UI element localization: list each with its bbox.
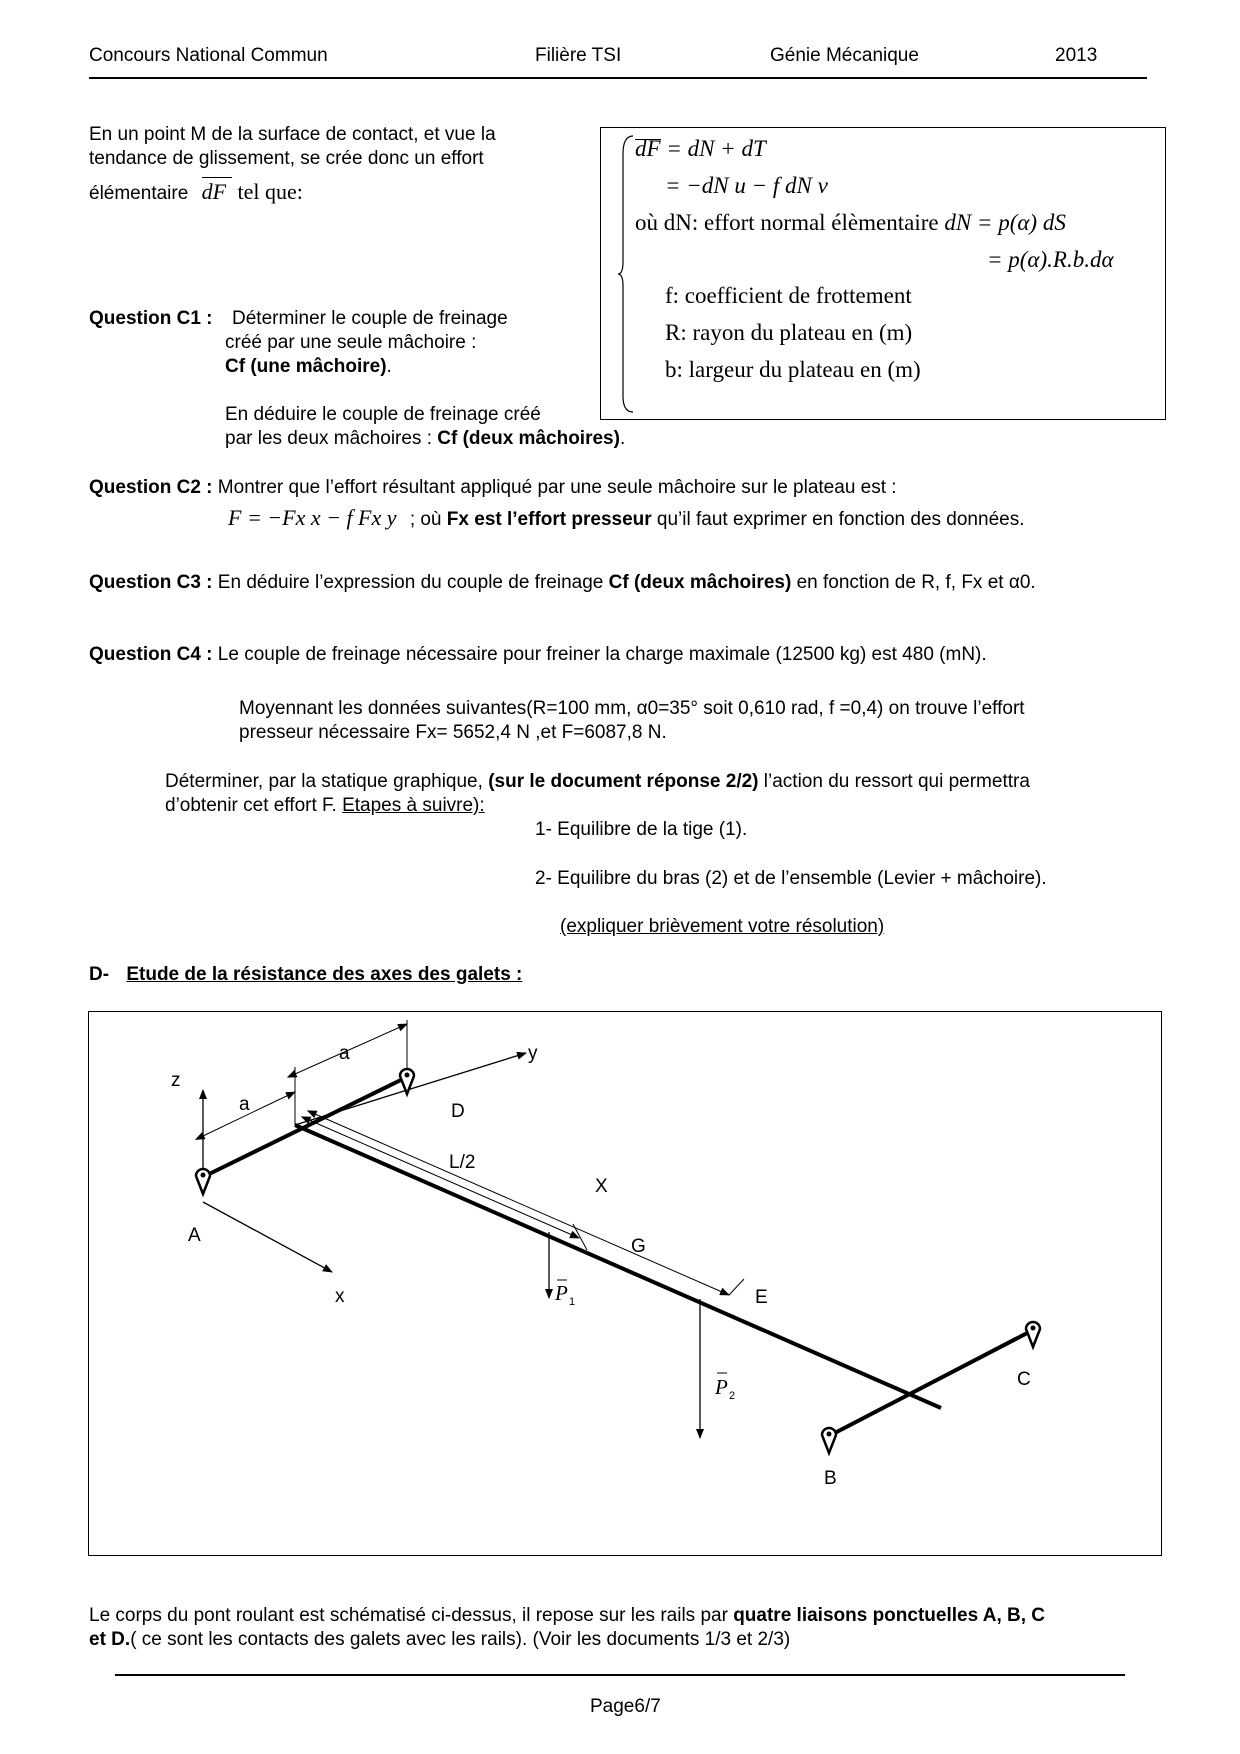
question-c4-instruction-1: Déterminer, par la statique graphique, (sur le document réponse 2/2) l’action du ressort qui permettra [165,771,1030,792]
dim-X [315,1114,729,1295]
footer-rule [115,1674,1125,1676]
label-P2-subscript: 2 [729,1390,736,1402]
question-c4-instruction-2: d’obtenir cet effort F. Etapes à suivre): [165,795,485,816]
contact-C [1026,1322,1040,1347]
header-filiere: Filière TSI [535,45,622,66]
question-c1-label: Question C1 : [89,308,213,329]
formula-box [600,127,1166,420]
question-c4: Question C4 : Le couple de freinage nécessaire pour freiner la charge maximale (12500 kg) est 480 (mN). [89,644,987,665]
conclusion-line-1: Le corps du pont roulant est schématisé ci-dessus, il repose sur les rails par quatre liaisons ponctuelles A, B, C [89,1605,1046,1626]
formula-line-1: dF = dN + dT [635,136,766,161]
question-c1-line-1: Déterminer le couple de freinage [232,308,508,329]
question-c4-data-1: Moyennant les données suivantes(R=100 mm, α0=35° soit 0,610 rad, f =0,4) on trouve l’effort [239,698,1025,719]
beam-BC [829,1330,1033,1436]
contact-B [822,1428,836,1453]
label-y: y [528,1043,538,1064]
main-girder [295,1125,941,1408]
question-c1-line-3: Cf (une mâchoire). [225,356,392,377]
dim-a-upper [295,1024,407,1074]
diagram-frame [88,1011,1162,1556]
header-rule [89,77,1147,79]
question-c3: Question C3 : En déduire l’expression du couple de freinage Cf (deux mâchoires) en fonction de R, f, Fx et α0. [89,572,1036,593]
intro-line-3: élémentaire dF tel que: [89,179,303,204]
label-a-upper: a [339,1043,350,1064]
question-c1-line-2: créé par une seule mâchoire : [225,332,477,353]
header-subject: Génie Mécanique [770,45,919,66]
x-axis [203,1202,332,1272]
label-z: z [171,1070,181,1091]
label-X: X [595,1176,608,1197]
formula-line-3: où dN: effort normal élèmentaire dN = p(α) dS [635,210,1066,235]
question-c1-line-5: par les deux mâchoires : Cf (deux mâchoires). [225,428,626,449]
dim-ext-line [729,1279,744,1295]
step-3: (expliquer brièvement votre résolution) [560,916,885,937]
step-1: 1- Equilibre de la tige (1). [535,819,748,840]
label-P2: P [715,1375,728,1399]
contact-A [196,1169,210,1194]
label-D: D [451,1101,465,1122]
page-number: Page6/7 [590,1696,661,1717]
label-P1-subscript: 1 [569,1296,576,1308]
pont-roulant-diagram [89,1012,1161,1555]
label-x: x [335,1286,345,1307]
formula-line-R: R: rayon du plateau en (m) [665,320,913,345]
label-G: G [631,1236,646,1257]
label-P1: P [555,1281,568,1305]
label-E: E [755,1287,768,1308]
formula-line-4: = p(α).R.b.dα [987,247,1114,272]
section-d-heading: D- Etude de la résistance des axes des galets : [89,964,523,985]
intro-line-2: tendance de glissement, se crée donc un effort [89,148,484,169]
dim-L2 [309,1120,579,1238]
step-2: 2- Equilibre du bras (2) et de l’ensemble (Levier + mâchoire). [535,868,1047,889]
header-competition: Concours National Commun [89,45,328,66]
conclusion-line-2: et D.( ce sont les contacts des galets avec les rails). (Voir les documents 1/3 et 2/3) [89,1629,791,1650]
formula-line-2: = −dN u − f dN v [665,173,828,198]
label-a-lower: a [239,1094,250,1115]
question-c4-data-2: presseur nécessaire Fx= 5652,4 N ,et F=6087,8 N. [239,722,667,743]
formula-line-f: f: coefficient de frottement [665,283,912,308]
intro-line-1: En un point M de la surface de contact, et vue la [89,124,496,145]
question-c2: Question C2 : Montrer que l’effort résultant appliqué par une seule mâchoire sur le plateau est : [89,477,897,498]
vector-dF: dF [202,179,232,204]
question-c1-line-4: En déduire le couple de freinage créé [225,404,541,425]
formula-line-b: b: largeur du plateau en (m) [665,357,921,382]
question-c2-formula-line: F = −Fx x − f Fx y ; où Fx est l’effort presseur qu’il faut exprimer en fonction des données. [228,505,1025,530]
label-C: C [1017,1369,1031,1390]
left-brace [617,134,637,414]
label-B: B [824,1468,837,1489]
header-year: 2013 [1055,45,1098,66]
label-A: A [188,1225,201,1246]
label-L2: L/2 [449,1152,476,1173]
contact-D [400,1069,414,1094]
